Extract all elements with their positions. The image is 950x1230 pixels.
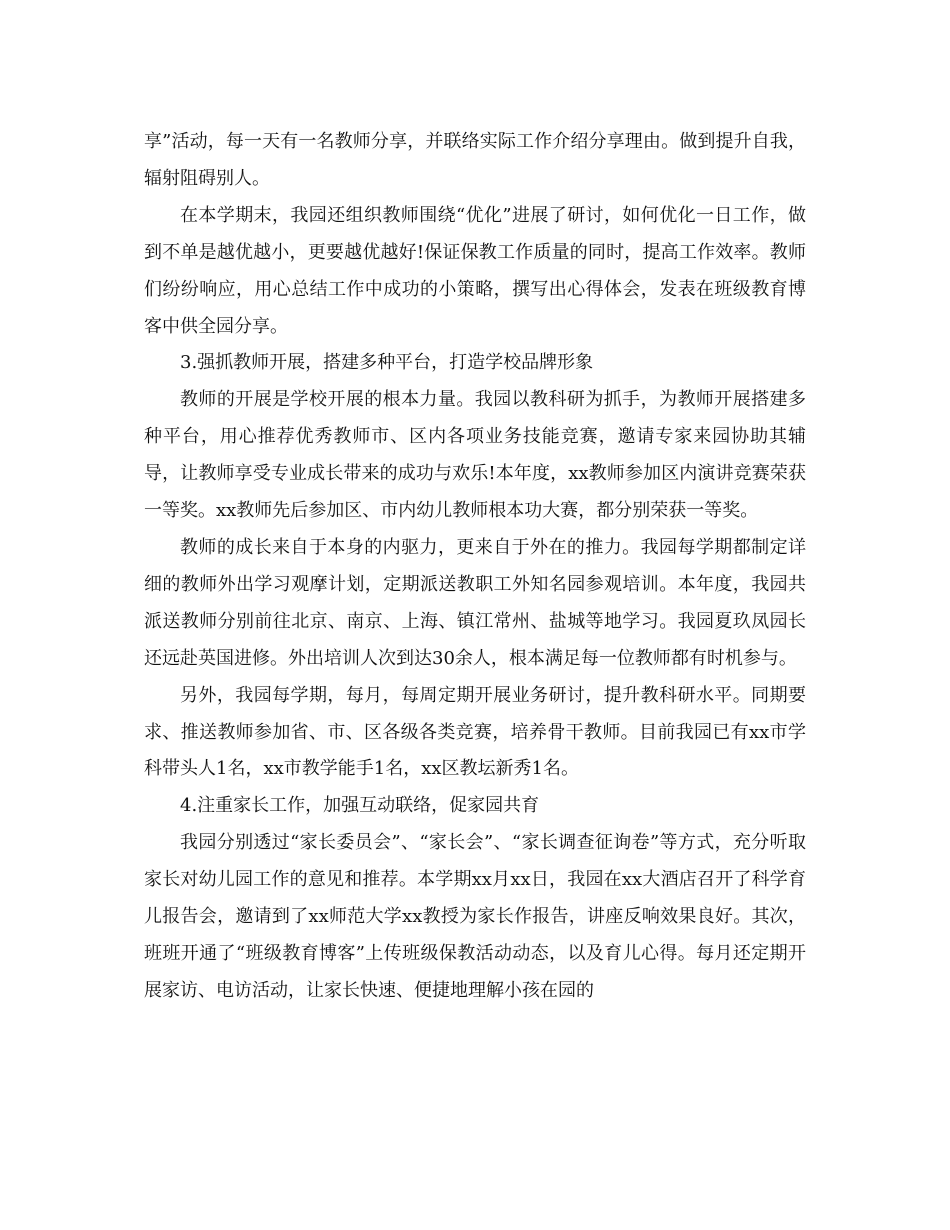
paragraph: 另外，我园每学期，每月，每周定期开展业务研讨，提升教科研水平。同期要求、推送教师参加省、市、区各级各类竞赛，培养骨干教师。目前我园已有xx市学科带头人1名，xx市教学能手1名，xx区教坛新秀1名。 xyxy=(144,684,806,780)
section-heading: 3.强抓教师开展，搭建多种平台，打造学校品牌形象 xyxy=(180,352,594,374)
document-body xyxy=(144,124,806,1010)
paragraph: 我园分别透过“家长委员会”、“家长会”、“家长调查征询卷”等方式，充分听取家长对幼儿园工作的意见和推荐。本学期xx月xx日，我园在xx大酒店召开了科学育儿报告会，邀请到了xx师范大学xx教授为家长作报告，讲座反响效果良好。其次，班班开通了“班级教育博客”上传班级保教活动动态，以及育儿心得。每月还定期开展家访、电访活动，让家长快速、便捷地理解小孩在园的 xyxy=(144,832,806,1001)
paragraph: 教师的成长来自于本身的内驱力，更来自于外在的推力。我园每学期都制定详细的教师外出学习观摩计划，定期派送教职工外知名园参观培训。本年度，我园共派送教师分别前往北京、南京、上海、镇江常州、盐城等地学习。我园夏玖凤园长还远赴英国进修。外出培训人次到达30余人，根本满足每一位教师都有时机参与。 xyxy=(144,536,806,669)
section-heading: 4.注重家长工作，加强互动联络，促家园共育 xyxy=(180,795,540,817)
paragraph: 教师的开展是学校开展的根本力量。我园以教科研为抓手，为教师开展搭建多种平台，用心推荐优秀教师市、区内各项业务技能竞赛，邀请专家来园协助其辅导，让教师享受专业成长带来的成功与欢乐!本年度，xx教师参加区内演讲竞赛荣获一等奖。xx教师先后参加区、市内幼儿教师根本功大赛，都分别荣获一等奖。 xyxy=(144,389,806,522)
paragraph: 享”活动，每一天有一名教师分享，并联络实际工作介绍分享理由。做到提升自我，辐射阻碍别人。 xyxy=(144,131,806,189)
paragraph: 在本学期末，我园还组织教师围绕“优化”进展了研讨，如何优化一日工作，做到不单是越优越小，更要越优越好!保证保教工作质量的同时，提高工作效率。教师们纷纷响应，用心总结工作中成功的小策略，撰写出心得体会，发表在班级教育博客中供全园分享。 xyxy=(144,204,806,337)
